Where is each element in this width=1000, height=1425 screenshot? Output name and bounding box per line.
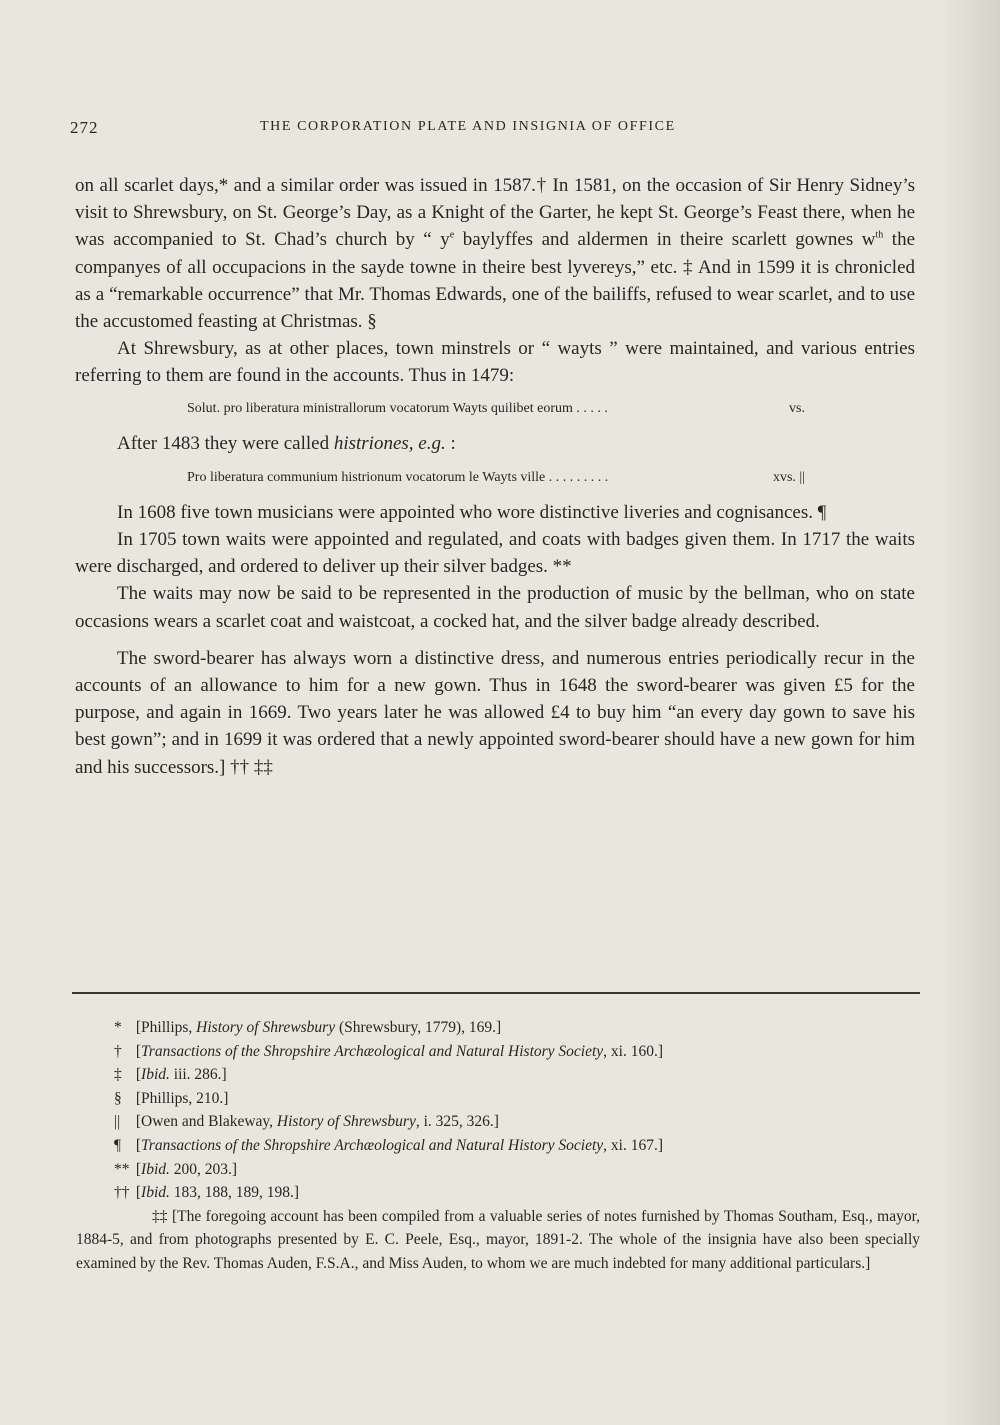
paragraph-1-part-b: baylyffes and aldermen in theire scarlett gownes w (454, 229, 876, 251)
footnote-mark: || (114, 1113, 121, 1131)
footnote-mark: †† (114, 1184, 130, 1202)
footnote-item (76, 1134, 920, 1158)
footnote-italic-title: Ibid. (141, 1160, 170, 1178)
quote-1-amount: vs. (789, 400, 805, 416)
footnote-mark: † (114, 1042, 122, 1060)
footnote-text-end: , xi. 160.] (603, 1042, 664, 1060)
paragraph-gap (75, 635, 915, 645)
paragraph-3-after: : (445, 432, 456, 454)
footnote-text: [Owen and Blakeway, (135, 1113, 277, 1131)
page-edge-shadow (940, 0, 1000, 1425)
running-title: THE CORPORATION PLATE AND INSIGNIA OF OFFICE (260, 119, 676, 134)
main-text (75, 172, 915, 781)
paragraph-3 (75, 430, 915, 457)
footnote-italic-title: Ibid. (141, 1066, 170, 1084)
footnote-text-end: (Shrewsbury, 1779), 169.] (335, 1019, 502, 1036)
paragraph-2: At Shrewsbury, as at other places, town minstrels or “ wayts ” were maintained, and various entries referring to them are found in the accounts. Thus in 1479: (75, 338, 915, 387)
footnote-text: [The foregoing account has been compiled from a valuable series of notes furnished by Thomas Southam, Esq., mayor, 1884-5, and from photographs presented by E. C. Peele, Esq., mayor, 1891-2. The whole of the insignia have also been specially examined by the Rev. Thomas Auden, F.S.A., and Miss Auden, to whom we are much indebted for many additional particulars.] (76, 1207, 920, 1272)
footnote-text: [Phillips, (135, 1019, 197, 1036)
footnote-text: [Phillips, 210.] (135, 1089, 229, 1107)
paragraph-6: The waits may now be said to be represented in the production of music by the bellman, who on state occasions wears a scarlet coat and waistcoat, a cocked hat, and the silver badge already described. (75, 583, 915, 632)
footnote-text: [ (135, 1160, 142, 1178)
paragraph-1-part-a: on all scarlet days,* and a similar order was issued in 1587.† In 1581, on the occasion of Sir Henry Sidney’s visit to Shrewsbury, on St. George’s Day, as a Knight of the Garter, he kept St. George’s Feast there, when he was accompanied to St. Chad’s church by “ y (75, 175, 915, 251)
footnote-item (76, 1016, 920, 1040)
quote-2-text: Pro liberatura communium histrionum vocatorum le Wayts ville . . . . . . . . . (187, 469, 609, 485)
footnote-item (76, 1087, 920, 1111)
footnote-text: [ (135, 1042, 142, 1060)
footnote-text-end: , xi. 167.] (603, 1136, 664, 1154)
superscript-e: e (449, 230, 455, 242)
footnotes (76, 1016, 920, 1276)
quote-1-text: Solut. pro liberatura ministrallorum vocatorum Wayts quilibet eorum . . . . . (187, 400, 608, 416)
paragraph-3-before: After 1483 they were called (117, 432, 334, 454)
footnote-italic-title: History of Shrewsbury (196, 1019, 336, 1036)
quote-2 (75, 467, 915, 489)
footnote-text: [ (135, 1184, 142, 1202)
footnote-divider (72, 992, 920, 994)
footnote-mark: * (114, 1019, 122, 1036)
footnote-mark: ** (114, 1160, 130, 1178)
footnote-item (76, 1181, 920, 1205)
footnote-item (76, 1110, 920, 1134)
footnote-text-end: , i. 325, 326.] (415, 1113, 499, 1131)
footnote-mark: ‡ (114, 1066, 122, 1084)
quote-1 (75, 398, 915, 420)
footnote-list (76, 1016, 920, 1205)
paragraph-5: In 1705 town waits were appointed and regulated, and coats with badges given them. In 1717 the waits were discharged, and ordered to deliver up their silver badges. ** (75, 529, 915, 578)
footnote-text-end: 183, 188, 189, 198.] (169, 1184, 300, 1202)
page-number: 272 (70, 118, 99, 137)
footnote-italic-title: Transactions of the Shropshire Archæological and Natural History Society (141, 1136, 604, 1154)
page-header (70, 118, 930, 142)
footnote-mark: ‡‡ (152, 1207, 168, 1225)
footnote-item (76, 1158, 920, 1182)
footnote-text: [ (135, 1136, 142, 1154)
footnote-text-end: iii. 286.] (169, 1066, 227, 1084)
paragraph-1 (75, 172, 915, 335)
footnote-text-end: 200, 203.] (169, 1160, 238, 1178)
paragraph-1-part-c: the companyes of all occupacions in the sayde towne in theire best lyvereys,” etc. ‡ And in 1599 it is chronicled as a “remarkable occurrence” that Mr. Thomas Edwards, one of the bailiffs, refused to wear scarlet, and to use the accustomed feasting at Christmas. § (75, 229, 915, 333)
superscript-th: th (875, 230, 884, 242)
paragraph-7: The sword-bearer has always worn a distinctive dress, and numerous entries periodically recur in the accounts of an allowance to him for a new gown. Thus in 1648 the sword-bearer was given £5 for the purpose, and again in 1669. Two years later he was allowed £4 to buy him “an every day gown to save his best gown”; and in 1699 it was ordered that a newly appointed sword-bearer should have a new gown for him and his successors.] †† ‡‡ (75, 647, 915, 778)
footnote-mark: ¶ (114, 1136, 122, 1154)
footnote-item (76, 1063, 920, 1087)
footnote-italic-title: Transactions of the Shropshire Archæological and Natural History Society (141, 1042, 604, 1060)
footnote-item (76, 1040, 920, 1064)
paragraph-4: In 1608 five town musicians were appointed who wore distinctive liveries and cognisances. ¶ (117, 501, 827, 523)
footnote-text: [ (135, 1066, 142, 1084)
footnote-italic-title: Ibid. (141, 1184, 170, 1202)
quote-2-amount: xvs. || (772, 469, 805, 485)
footnote-mark: § (114, 1089, 122, 1107)
footnote-italic-title: History of Shrewsbury (276, 1113, 416, 1131)
footnote-last (76, 1205, 920, 1276)
paragraph-3-italic: histriones, e.g. (333, 432, 446, 454)
